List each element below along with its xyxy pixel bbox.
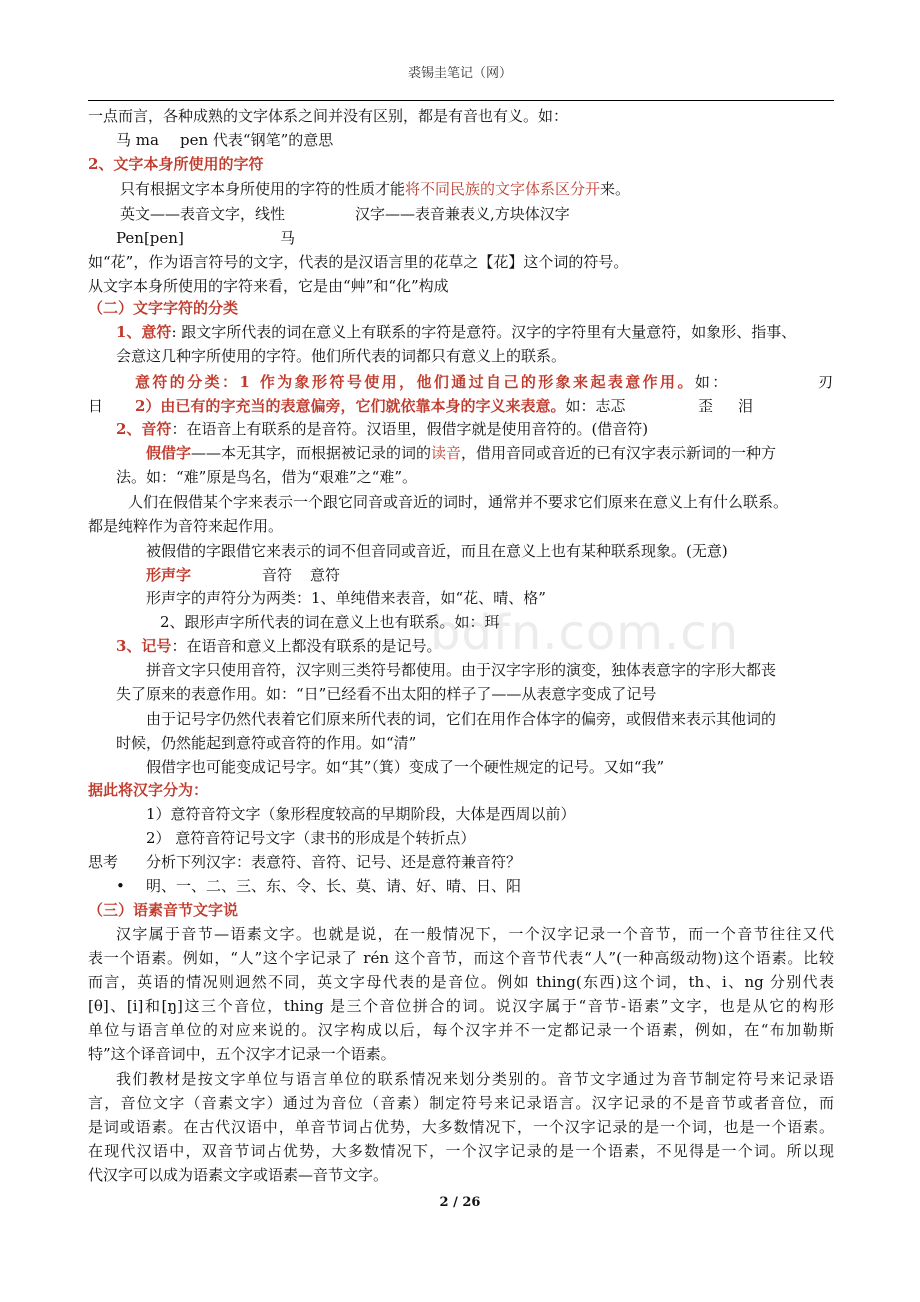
section-heading: （二）文字字符的分类 bbox=[88, 299, 239, 317]
text-line: pen 代表“钢笔”的意思 bbox=[180, 131, 334, 149]
section-heading: 2、文字本身所使用的字符 bbox=[88, 155, 264, 173]
text-line: 都是纯粹作为音符来起作用。 bbox=[88, 517, 284, 535]
text-line: 思考 bbox=[88, 853, 119, 871]
text-line: 3、记号：在语音和意义上都没有联系的是记号。 bbox=[116, 637, 442, 655]
text-line: 代汉字可以成为语素文字或语素—音节文字。 bbox=[88, 1166, 389, 1184]
text-line: 分析下列汉字：表意符、音符、记号、还是意符兼音符？ bbox=[146, 853, 522, 871]
text-line: 日 bbox=[88, 397, 104, 415]
text-line: 歪 bbox=[698, 397, 714, 415]
text-line: 拼音文字只使用音符，汉字则三类符号都使用。由于汉字字形的演变，独体表意字的字形大都丧 bbox=[146, 661, 777, 679]
text-line: 意符 bbox=[310, 566, 341, 584]
page-number: 2 / 26 bbox=[439, 1195, 481, 1210]
text-line: 人们在假借某个字来表示一个跟它同音或音近的词时，通常并不要求它们原来在意义上有什么联系。 bbox=[128, 493, 789, 511]
text-line: 在现代汉语中，双音节词占优势，大多数情况下，一个汉字记录的是一个语素，不见得是一个词。所以现 bbox=[88, 1142, 834, 1160]
text-line: 表一个语素。例如，“人”这个字记录了 rén 这个音节，而这个音节代表“人”(一种高级动物)这个语素。比较 bbox=[88, 949, 834, 967]
watermark: bdfn.com.cn bbox=[430, 605, 740, 661]
text-line: 会意这几种字所使用的字符。他们所代表的词都只有意义上的联系。 bbox=[116, 347, 567, 365]
text-line: 1、意符: 跟文字所代表的词在意义上有联系的字符是意符。汉字的字符里有大量意符，如象形、指事、 bbox=[116, 323, 797, 341]
text-line: 汉字属于音节—语素文字。也就是说，在一般情况下，一个汉字记录一个音节，而一个音节往往又代 bbox=[116, 925, 834, 943]
text-line: 一点而言，各种成熟的文字体系之间并没有区别，都是有音也有义。如： bbox=[88, 107, 569, 125]
text-line: 我们教材是按文字单位与语言单位的联系情况来划分类别的。音节文字通过为音节制定符号来记录语 bbox=[116, 1070, 834, 1088]
bullet-icon: • bbox=[116, 877, 125, 895]
text-line: 从文字本身所使用的字符来看，它是由“艸”和“化”构成 bbox=[88, 277, 449, 295]
text-line: 特”这个译音词中，五个汉字才记录一个语素。 bbox=[88, 1045, 396, 1063]
page-header-title: 裘锡圭笔记（网） bbox=[407, 66, 512, 81]
text-line: 只有根据文字本身所使用的字符的性质才能将不同民族的文字体系区分开来。 bbox=[120, 180, 631, 198]
text-line: 如“花”，作为语言符号的文字，代表的是汉语言里的花草之【花】这个词的符号。 bbox=[88, 253, 629, 271]
text-line: 明、一、二、三、东、令、长、莫、请、好、晴、日、阳 bbox=[146, 877, 522, 895]
text-line: 形声字的声符分为两类：1、单纯借来表音，如“花、晴、格” bbox=[146, 589, 546, 607]
text-line: 法。如：“难”原是鸟名，借为“艰难”之“难”。 bbox=[116, 468, 418, 486]
text-line: 被假借的字跟借它来表示的词不但音同或音近，而且在意义上也有某种联系现象。(无意) bbox=[146, 542, 728, 560]
text-line: 音符 bbox=[262, 566, 293, 584]
text-line: 英文——表音文字，线性 bbox=[120, 205, 286, 223]
text-line: Pen[pen] bbox=[116, 229, 184, 247]
header-rule bbox=[88, 100, 834, 101]
text-line: 2）由已有的字充当的表意偏旁，它们就依靠本身的字义来表意。如：志忑 bbox=[135, 397, 626, 415]
section-heading: 据此将汉字分为： bbox=[88, 781, 209, 799]
text-line: 失了原来的表意作用。如：“日”已经看不出太阳的样子了——从表意字变成了记号 bbox=[116, 685, 657, 703]
text-line: 是词或语素。在古代汉语中，单音节词占优势，大多数情况下，一个汉字记录的是一个词，也是一个语素。 bbox=[88, 1118, 834, 1136]
text-line: 假借字——本无其字，而根据被记录的词的读音，借用音同或音近的已有汉字表示新词的一种方 bbox=[146, 444, 777, 462]
text-line: 马 ma bbox=[116, 131, 159, 149]
text-line: 单位与语言单位的对应来说的。汉字构成以后，每个汉字并不一定都记录一个语素，例如，在“布加勒斯 bbox=[88, 1021, 834, 1039]
text-line: 由于记号字仍然代表着它们原来所代表的词，它们在用作合体字的偏旁，或假借来表示其他词的 bbox=[146, 710, 777, 728]
text-line: 刃 bbox=[818, 373, 834, 391]
text-line: 时候，仍然能起到意符或音符的作用。如“清” bbox=[116, 734, 417, 752]
text-line: 2、音符：在语音上有联系的是音符。汉语里，假借字就是使用音符的。(借音符) bbox=[116, 420, 649, 438]
text-line: [θ]、[i]和[ŋ]这三个音位，thing 是三个音位拼合的词。说汉字属于“音节-语素”文字，也是从它的构形 bbox=[88, 997, 834, 1015]
text-line: 1）意符音符文字（象形程度较高的早期阶段，大体是西周以前） bbox=[146, 805, 576, 823]
text-line: 而言，英语的情况则迥然不同，英文字母代表的是音位。例如 thing(东西)这个词，th、i、ng 分别代表 bbox=[88, 973, 834, 991]
section-heading: （三）语素音节文字说 bbox=[88, 901, 239, 919]
text-line: 假借字也可能变成记号字。如“其”（箕）变成了一个硬性规定的记号。又如“我” bbox=[146, 758, 665, 776]
text-line: 2） 意符音符记号文字（隶书的形成是个转折点） bbox=[146, 829, 476, 847]
text-line: 汉字——表音兼表义,方块体汉字 bbox=[355, 205, 570, 223]
text-line: 马 bbox=[280, 229, 296, 247]
text-line: 泪 bbox=[738, 397, 754, 415]
text-line: 2、跟形声字所代表的词在意义上也有联系。如：珥 bbox=[160, 613, 500, 631]
text-line: 形声字 bbox=[146, 566, 192, 584]
text-line: 言，音位文字（音素文字）通过为音位（音素）制定符号来记录语言。汉字记录的不是音节或者音位，而 bbox=[88, 1094, 834, 1112]
text-line: 意符的分类：1 作为象形符号使用，他们通过自己的形象来起表意作用。如： bbox=[135, 373, 730, 391]
